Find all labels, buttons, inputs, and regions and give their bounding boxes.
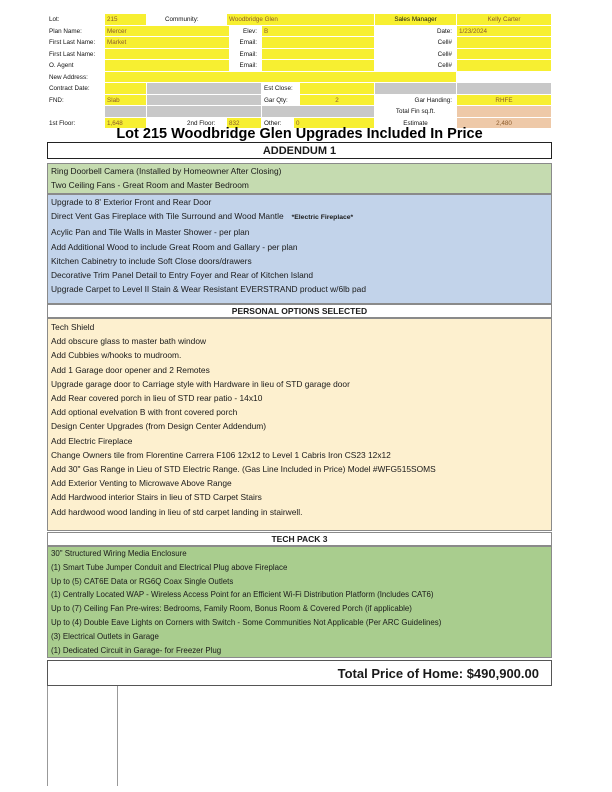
community-label: Community: xyxy=(147,14,227,26)
contract-date-value xyxy=(105,83,147,95)
first-last-name-value: Market xyxy=(105,37,230,49)
addendum-blue-list xyxy=(47,194,552,304)
date-value: 1/23/2024 xyxy=(457,26,552,38)
list-item: Add optional evelvation B with front covered porch xyxy=(51,407,238,418)
header-row xyxy=(47,37,552,49)
gar-handing-label: Gar Handing: xyxy=(375,95,457,107)
email-value-3 xyxy=(262,60,375,72)
list-item: Upgrade to 8' Exterior Front and Rear Door xyxy=(51,197,212,207)
list-item: Add Exterior Venting to Microwave Above Range xyxy=(51,478,232,489)
header-row xyxy=(47,60,552,72)
estimate-label: Estimate xyxy=(375,118,457,130)
plan-name-label: Plan Name: xyxy=(47,26,105,38)
second-floor-value: 832 xyxy=(227,118,262,130)
community-value: Woodbridge Glen xyxy=(227,14,375,26)
list-item: Tech Shield xyxy=(51,322,95,332)
list-item-text: Direct Vent Gas Fireplace with Tile Surround and Wood Mantle xyxy=(51,211,284,222)
estimate-value: 2,480 xyxy=(457,118,552,130)
list-item: Add 30" Gas Range in Lieu of STD Electric Range. (Gas Line Included in Price) Model #WFG515SOMS xyxy=(51,464,436,475)
cell-value-3 xyxy=(457,60,552,72)
gar-qty-label: Gar Qty: xyxy=(262,95,300,107)
elev-label: Elev: xyxy=(230,26,262,38)
est-close-label: Est Close: xyxy=(262,83,300,95)
sales-manager-value: Kelly Carter xyxy=(457,14,552,26)
blank-cell xyxy=(47,106,105,118)
header-row xyxy=(47,95,552,107)
list-item: Upgrade Carpet to Level II Stain & Wear Resistant EVERSTRAND product w/6lb pad xyxy=(51,284,366,295)
gar-qty-value: 2 xyxy=(300,95,375,107)
fnd-label: FND: xyxy=(47,95,105,107)
list-item: Add Electric Fireplace xyxy=(51,435,133,446)
second-floor-label: 2nd Floor: xyxy=(147,118,227,130)
grid-line xyxy=(47,686,48,786)
list-item: Kitchen Cabinetry to include Soft Close doors/drawers xyxy=(51,255,252,266)
cell-label-3: Cell# xyxy=(375,60,457,72)
list-item: Add Additional Wood to include Great Room and Gallary - per plan xyxy=(51,241,298,252)
header-row xyxy=(47,106,552,118)
fnd-value: Slab xyxy=(105,95,147,107)
first-last-name-label: First Last Name: xyxy=(47,37,105,49)
tech-pack-list xyxy=(47,546,552,658)
cell-value xyxy=(457,37,552,49)
o-agent-label: O. Agent xyxy=(47,60,105,72)
est-close-value xyxy=(300,83,375,95)
header-row xyxy=(47,83,552,95)
elev-value: B xyxy=(262,26,375,38)
addendum-green-list xyxy=(47,163,552,194)
list-item: Decorative Trim Panel Detail to Entry Foyer and Rear of Kitchen Island xyxy=(51,270,314,281)
new-address-label: New Address: xyxy=(47,72,105,84)
grid-line xyxy=(117,686,118,786)
electric-fireplace-note: *Electric Fireplace* xyxy=(291,214,354,222)
list-item: Add 1 Garage door opener and 2 Remotes xyxy=(51,364,210,375)
contract-date-label: Contract Date: xyxy=(47,83,105,95)
header-row xyxy=(47,49,552,61)
list-item: Up to (7) Ceiling Fan Pre-wires: Bedrooms, Family Room, Bonus Room & Covered Porch (if applicable) xyxy=(51,604,412,614)
first-floor-label: 1st Floor: xyxy=(47,118,105,130)
list-item: Up to (4) Double Eave Lights on Corners with Switch - Some Communities Not Applicable (Per ARC Guidelines) xyxy=(51,617,442,627)
first-floor-value: 1,648 xyxy=(105,118,147,130)
first-last-name-label-2: First Last Name: xyxy=(47,49,105,61)
gar-handing-value: RHFE xyxy=(457,95,552,107)
total-fin-label: Total Fin sq.ft. xyxy=(375,106,457,118)
email-label: Email: xyxy=(230,37,262,49)
cell-label-2: Cell# xyxy=(375,49,457,61)
list-item: (1) Dedicated Circuit in Garage- for Freezer Plug xyxy=(51,645,222,655)
peach-block xyxy=(457,106,552,118)
cell-value-2 xyxy=(457,49,552,61)
sales-manager-label: Sales Manager xyxy=(375,14,457,26)
lot-value: 215 xyxy=(105,14,147,26)
personal-options-heading: PERSONAL OPTIONS SELECTED xyxy=(47,304,552,318)
list-item: Ring Doorbell Camera (Installed by Homeowner After Closing) xyxy=(51,166,282,176)
personal-options-list xyxy=(47,318,552,531)
other-value: 0 xyxy=(294,118,375,130)
list-item: Two Ceiling Fans - Great Room and Master Bedroom xyxy=(51,180,249,191)
list-item: 30" Structured Wiring Media Enclosure xyxy=(51,549,187,558)
list-item: Up to (5) CAT6E Data or RG6Q Coax Single Outlets xyxy=(51,576,234,586)
list-item: (1) Centrally Located WAP - Wireless Access Point for an Efficient Wi-Fi Distribution Platform (Includes CAT6) xyxy=(51,590,434,600)
lot-label: Lot: xyxy=(47,14,105,26)
list-item: Add hardwood wood landing in lieu of std carpet landing in stairwell. xyxy=(51,506,303,517)
list-item xyxy=(48,209,551,225)
list-item: (3) Electrical Outlets in Garage xyxy=(51,631,159,641)
date-label: Date: xyxy=(375,26,457,38)
list-item: Add obscure glass to master bath window xyxy=(51,336,207,347)
header-row xyxy=(47,14,552,26)
gray-block xyxy=(457,83,552,95)
list-item: Design Center Upgrades (from Design Center Addendum) xyxy=(51,421,267,432)
list-item: Add Hardwood interior Stairs in lieu of STD Carpet Stairs xyxy=(51,492,262,503)
list-item: (1) Smart Tube Jumper Conduit and Electrical Plug above Fireplace xyxy=(51,562,288,572)
tech-pack-heading: TECH PACK 3 xyxy=(47,532,552,546)
addendum-heading: ADDENDUM 1 xyxy=(47,142,552,159)
email-value-2 xyxy=(262,49,375,61)
gray-block xyxy=(147,95,262,107)
plan-name-value: Mercer xyxy=(105,26,230,38)
first-last-name-value-2 xyxy=(105,49,230,61)
list-item: Add Cubbies w/hooks to mudroom. xyxy=(51,350,182,361)
page-title: Lot 215 Woodbridge Glen Upgrades Included In Price xyxy=(116,126,483,142)
list-item: Change Owners tile from Florentine Carrera F106 12x12 to Level 1 Cabris Iron CS23 12x12 xyxy=(51,449,391,460)
total-price: Total Price of Home: $490,900.00 xyxy=(47,660,552,686)
o-agent-value xyxy=(105,60,230,72)
email-label-3: Email: xyxy=(230,60,262,72)
gray-block xyxy=(375,83,457,95)
gray-block xyxy=(147,83,262,95)
cell-label: Cell# xyxy=(375,37,457,49)
list-item: Add Rear covered porch in lieu of STD rear patio - 14x10 xyxy=(51,393,263,404)
email-label-2: Email: xyxy=(230,49,262,61)
gray-block xyxy=(105,106,147,118)
header-row xyxy=(47,26,552,38)
header-row xyxy=(47,72,552,84)
other-label: Other: xyxy=(262,118,294,130)
new-address-value xyxy=(105,72,457,84)
email-value xyxy=(262,37,375,49)
header-grid xyxy=(47,14,552,129)
gray-block xyxy=(262,106,375,118)
list-item: Acylic Pan and Tile Walls in Master Shower - per plan xyxy=(51,227,250,238)
list-item: Upgrade garage door to Carriage style with Hardware in lieu of STD garage door xyxy=(51,378,350,389)
gray-block xyxy=(147,106,262,118)
